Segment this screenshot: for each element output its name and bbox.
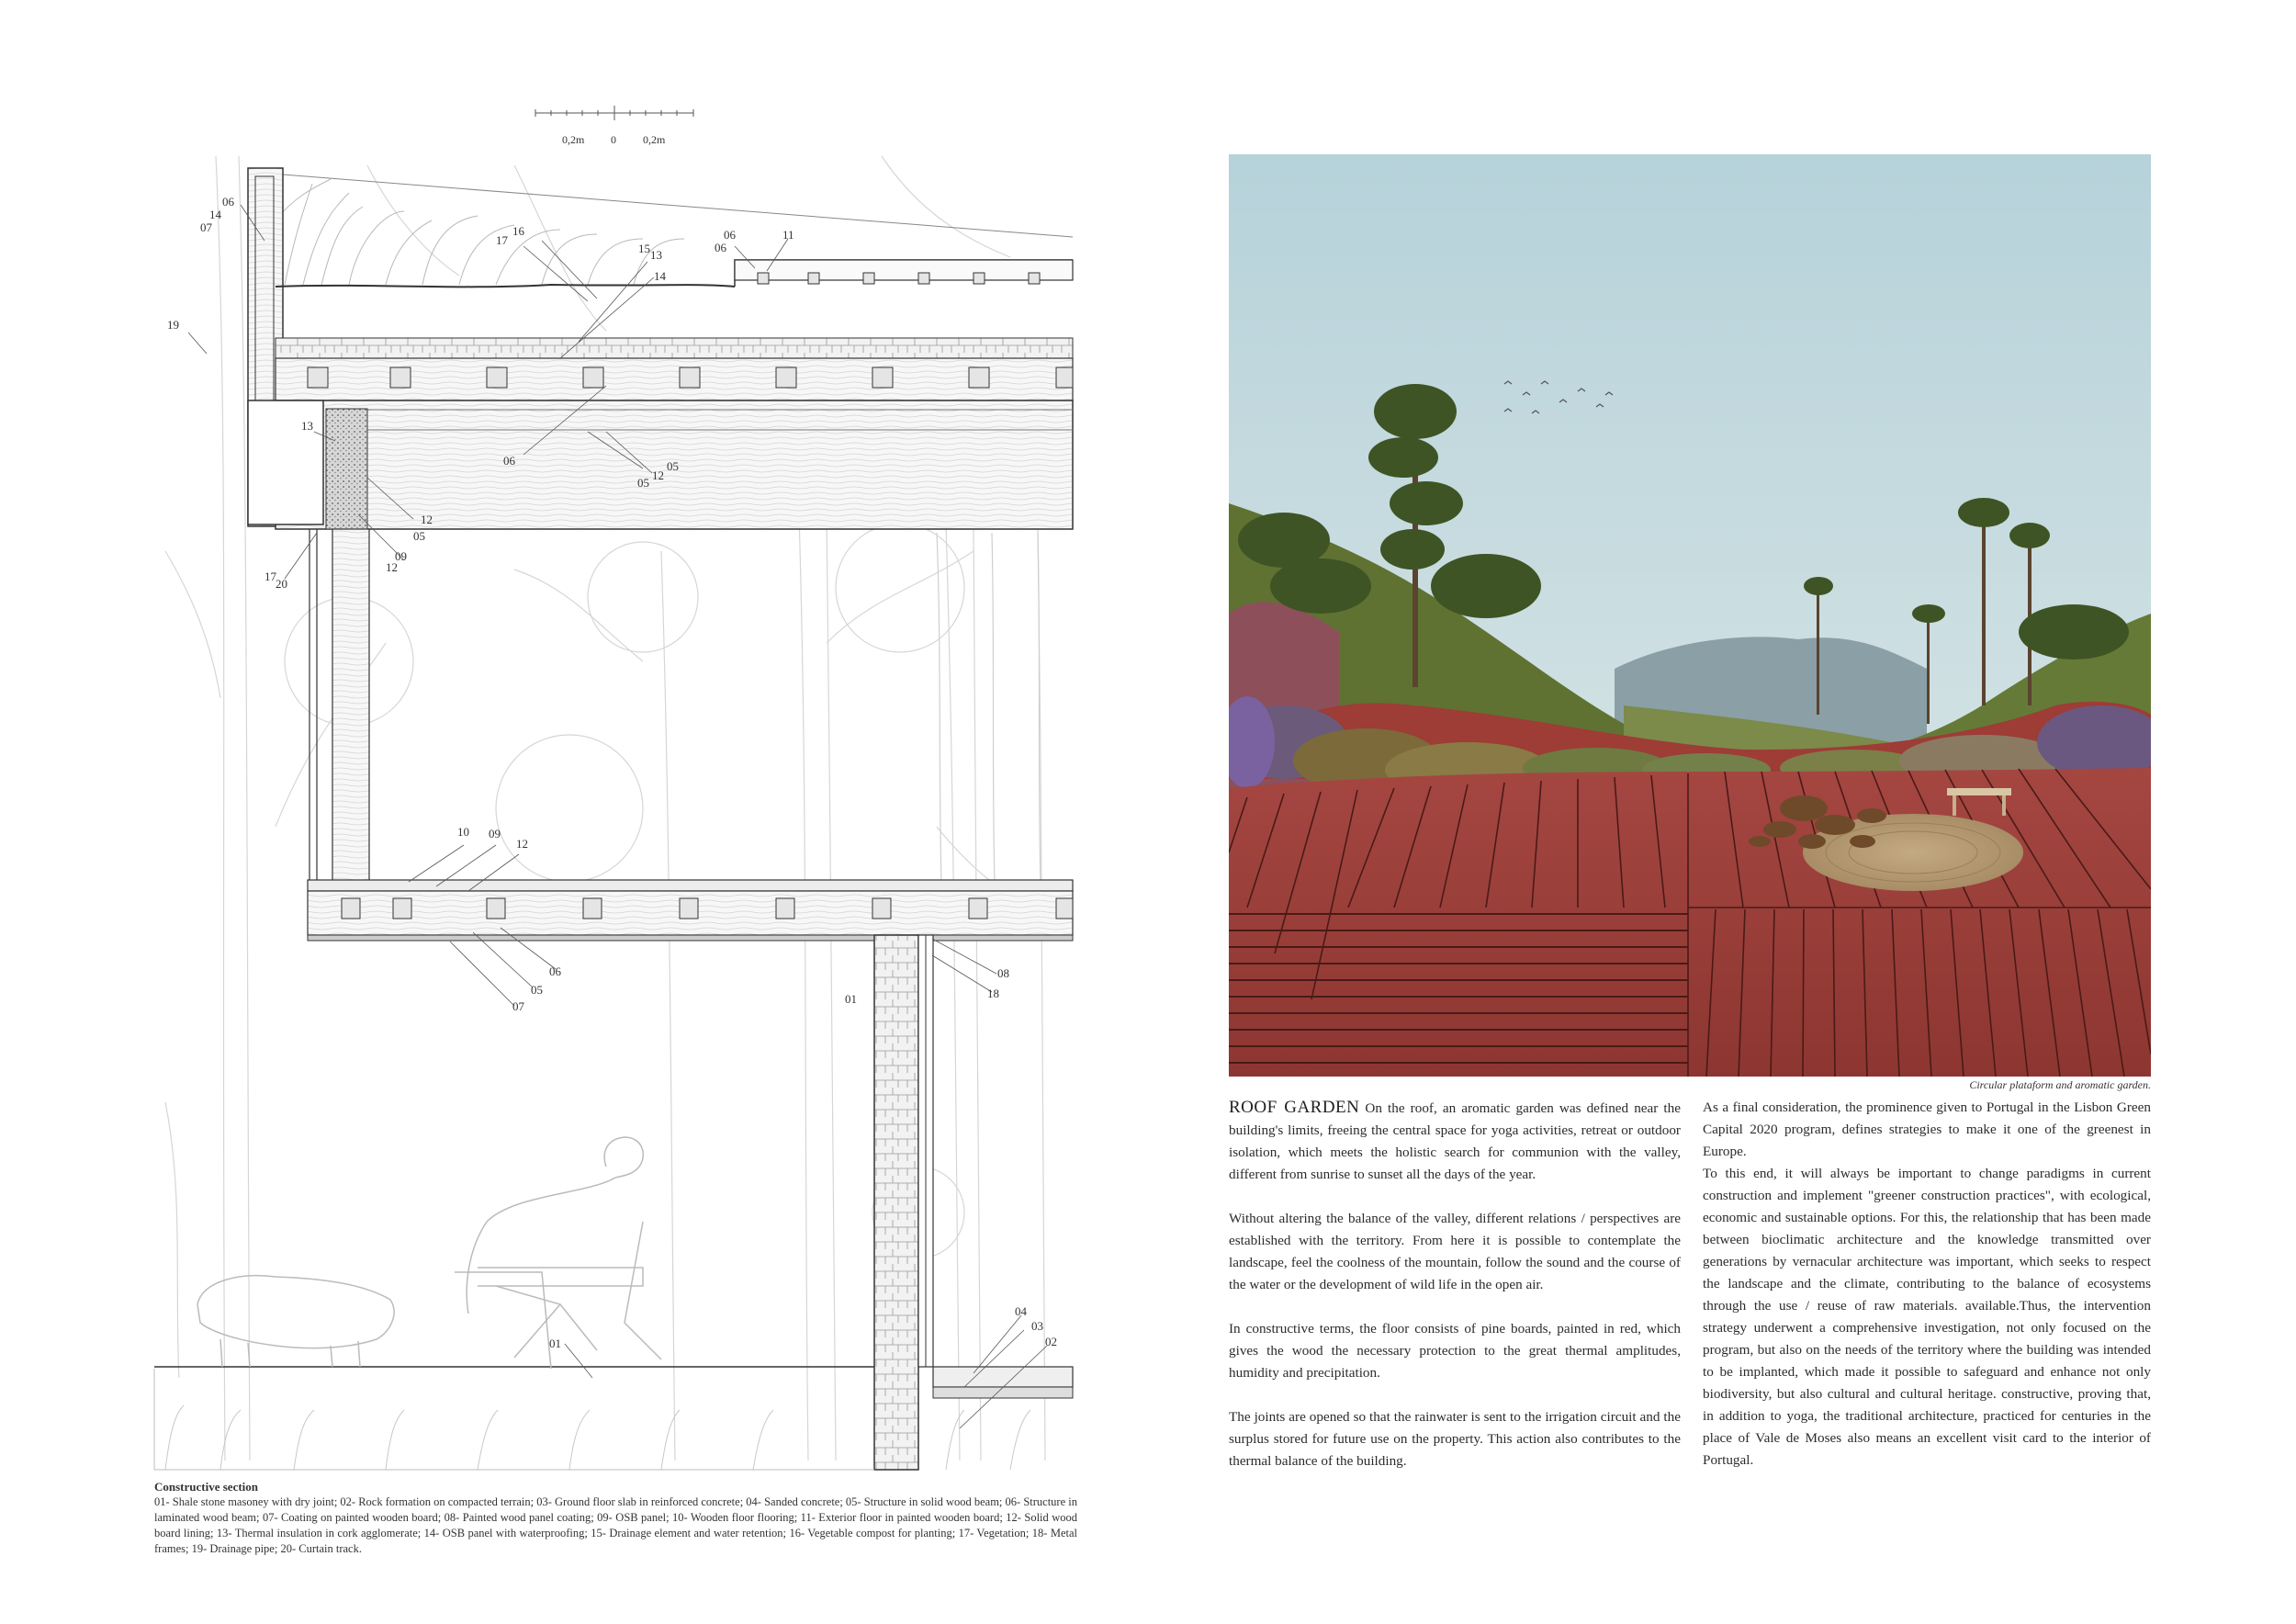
- article-paragraph-6: To this end, it will always be important to change paradigms in current construction and implement "greener construction practices", with ecological, economic and sustainable options. For this, the relationship that has been made between bioclimatic architecture and the knowledge transmitted over generations by vernacular architecture was important, which seeks to respect the landscape and the climate, contributing to the balance of ecosystems through the use / reuse of raw materials. available.Thus, the intervention strategy underwent a comprehensive investigation, not only focused on the program, but also on the needs of the territory where the building was intended to be implanted, which made it possible to safeguard and enhance not only biodiversity, but also cultural and cultural heritage. constructive, proving that, in addition to yoga, the traditional architecture, practiced for centuries in the place of Vale de Moses also means an excellent visit card to the interior of Portugal.: [1703, 1166, 2151, 1468]
- article-paragraph-1: On the roof, an aromatic garden was defined near the building's limits, freeing the central space for yoga activities, retreat or outdoor isolation, which meets the holistic search for communion with the valley, different from sunrise to sunset all the days of the year.: [1229, 1100, 1681, 1182]
- scale-right-label: 0,2m: [643, 133, 666, 146]
- callout-13-a: 13: [650, 248, 662, 262]
- callout-07-a: 07: [200, 220, 212, 234]
- callout-12-b: 12: [421, 513, 433, 526]
- callout-16: 16: [512, 224, 524, 238]
- callout-14-a: 14: [209, 208, 221, 221]
- callout-04: 04: [1015, 1304, 1027, 1318]
- callout-12-a: 12: [652, 468, 664, 482]
- callout-01-a: 01: [845, 992, 857, 1006]
- scale-bar: [535, 106, 693, 146]
- article-paragraph-2: Without altering the balance of the valley, different relations / perspectives are established with the territory. From here it is possible to contemplate the landscape, feel the coolness of the mountain, follow the sound and the course of the water or the development of wild life in the open air.: [1229, 1211, 1681, 1292]
- callout-19: 19: [167, 318, 179, 332]
- callout-09-a: 09: [395, 549, 407, 563]
- scale-center-label: 0: [611, 133, 616, 146]
- callout-05-d: 05: [531, 983, 543, 997]
- callout-06-c: 06: [715, 241, 726, 254]
- callout-08: 08: [997, 966, 1009, 980]
- article-column-right: [1703, 1097, 2151, 1472]
- section-legend: [154, 1479, 1077, 1557]
- callout-12-d: 12: [516, 837, 528, 851]
- callout-20: 20: [276, 577, 287, 591]
- roof-garden-render: [1229, 154, 2151, 1077]
- callout-17-b: 17: [264, 570, 276, 583]
- callout-07-b: 07: [512, 999, 524, 1013]
- callout-03: 03: [1031, 1319, 1043, 1333]
- callout-02: 02: [1045, 1335, 1057, 1348]
- callout-05-a: 05: [637, 476, 649, 490]
- people-silhouettes: [197, 1137, 661, 1369]
- callout-14-b: 14: [654, 269, 666, 283]
- callout-01-b: 01: [549, 1336, 561, 1350]
- article-heading: ROOF GARDEN: [1229, 1098, 1360, 1117]
- image-caption: Circular plataform and aromatic garden.: [1969, 1078, 2151, 1091]
- scale-left-label: 0,2m: [562, 133, 585, 146]
- callout-06-b: 06: [724, 228, 736, 242]
- legend-text: 01- Shale stone masoney with dry joint; 02- Rock formation on compacted terrain; 03- Ground floor slab in reinforced concrete; 04- Sanded concrete; 05- Structure in solid wood beam; 06- Structure in laminated wood beam; 07- Coating on painted wooden board; 08- Painted wood panel coating; 09- OSB panel; 10- Wooden floor flooring; 11- Exterior floor in painted wooden board; 12- Solid wood board lining; 13- Thermal insulation in cork agglomerate; 14- OSB panel with waterproofing; 15- Drainage element and water retention; 16- Vegetable compost for planting; 17- Vegetation; 18- Metal frames; 19- Drainage pipe; 20- Curtain track.: [154, 1495, 1077, 1555]
- callout-15: 15: [638, 242, 650, 255]
- article-paragraph-5: As a final consideration, the prominence given to Portugal in the Lisbon Green Capital 2020 program, defines strategies to make it one of the greenest in Europe.: [1703, 1100, 2151, 1159]
- callout-12-c: 12: [386, 560, 398, 574]
- article-paragraph-4: The joints are opened so that the rainwater is sent to the irrigation circuit and the surplus stored for future use on the property. This action also contributes to the thermal balance of the building.: [1229, 1409, 1681, 1469]
- wall-structure: [310, 529, 1041, 882]
- roof-garden-image: [1229, 154, 2151, 1077]
- callout-17-a: 17: [496, 233, 508, 247]
- ground: [154, 1367, 1073, 1470]
- callout-06-d: 06: [503, 454, 515, 468]
- callout-06-a: 06: [222, 195, 234, 209]
- stone-column: [874, 935, 933, 1470]
- callout-11: 11: [782, 228, 794, 242]
- callout-10: 10: [457, 825, 469, 839]
- callout-18: 18: [987, 987, 999, 1000]
- legend-title: Constructive section: [154, 1480, 259, 1494]
- roof-vegetation: [276, 179, 684, 285]
- article-column-left: [1229, 1097, 1681, 1494]
- callout-05-c: 05: [413, 529, 425, 543]
- callout-05-b: 05: [667, 459, 679, 473]
- floor-structure: [308, 880, 1073, 941]
- callout-13-b: 13: [301, 419, 313, 433]
- article-paragraph-3: In constructive terms, the floor consists of pine boards, painted in red, which gives the wood the necessary protection to the great thermal amplitudes, humidity and precipitation.: [1229, 1321, 1681, 1381]
- callout-09-b: 09: [489, 827, 501, 840]
- callout-06-e: 06: [549, 964, 561, 978]
